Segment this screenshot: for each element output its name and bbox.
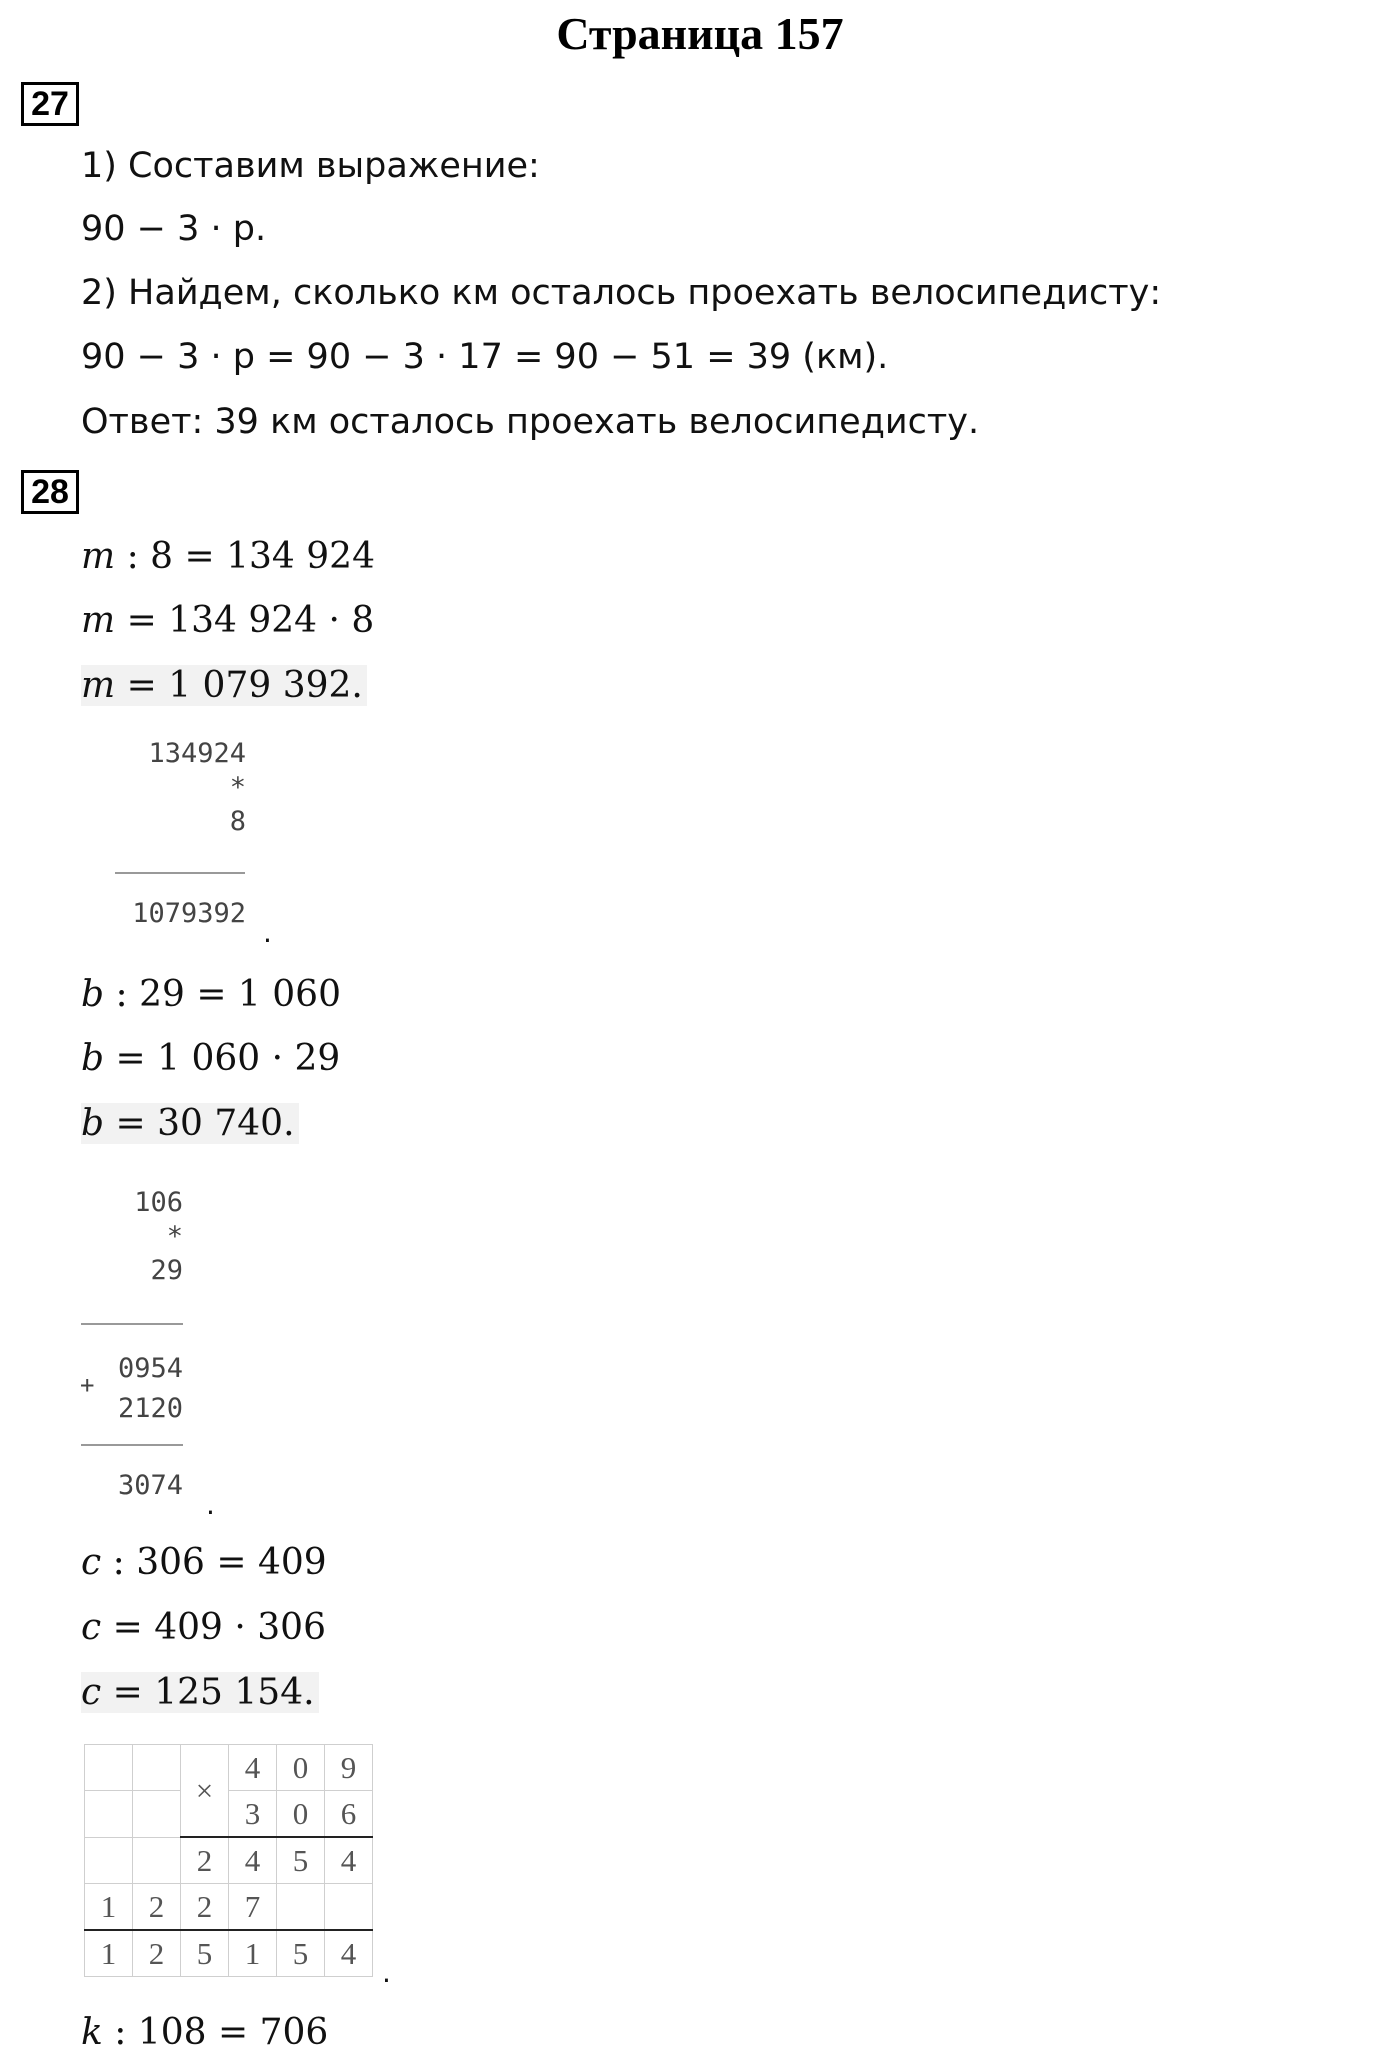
calc-b-rule-1 <box>81 1323 183 1325</box>
equation-b-1: b : 29 = 1 060 <box>81 974 341 1015</box>
calc-b-op: * <box>166 1221 183 1252</box>
grid-row <box>85 1930 373 1977</box>
grid-cell: 1 <box>85 1930 133 1977</box>
grid-cell <box>85 1837 133 1884</box>
task27-step2: 2) Найдем, сколько км осталось проехать велосипедисту: <box>81 273 1162 313</box>
grid-row <box>85 1791 373 1838</box>
calc-b-top: 106 <box>134 1187 183 1218</box>
calc-m-multiplier: 8 <box>229 806 246 837</box>
grid-cell <box>85 1745 133 1791</box>
grid-cell: 2 <box>181 1837 229 1884</box>
grid-cell: 0 <box>277 1791 325 1838</box>
calc-b-partial-1: 0954 <box>117 1353 183 1384</box>
column-multiplication-b <box>100 1186 183 1288</box>
grid-c-dot: . <box>382 1956 391 1989</box>
task27-expression: 90 − 3 · p. <box>81 209 267 249</box>
calc-m-top: 134924 <box>148 738 246 769</box>
grid-row <box>85 1745 373 1791</box>
grid-cell <box>133 1837 181 1884</box>
column-multiplication-m <box>110 737 246 839</box>
task27-step1: 1) Составим выражение: <box>81 146 540 186</box>
grid-row <box>85 1884 373 1931</box>
grid-cell: 7 <box>229 1884 277 1931</box>
grid-row <box>85 1837 373 1884</box>
grid-cell <box>133 1745 181 1791</box>
equation-b-3: b = 30 740. <box>81 1099 299 1149</box>
multiplication-grid-c <box>84 1744 373 1977</box>
grid-cell <box>133 1791 181 1838</box>
calc-b-partial-2: 2120 <box>117 1393 183 1424</box>
equation-c-1: c : 306 = 409 <box>81 1542 327 1583</box>
calc-b-partials <box>100 1349 183 1429</box>
grid-cell: 0 <box>277 1745 325 1791</box>
task-number-27: 27 <box>21 82 79 126</box>
calc-b-rule-2 <box>81 1444 183 1446</box>
grid-cell: 6 <box>325 1791 373 1838</box>
grid-cell: 4 <box>325 1837 373 1884</box>
task27-answer: Ответ: 39 км осталось проехать велосипедисту. <box>81 402 980 442</box>
calc-m-rule <box>115 872 245 874</box>
grid-cell: 9 <box>325 1745 373 1791</box>
grid-cell: 4 <box>229 1745 277 1791</box>
equation-m-3: m = 1 079 392. <box>81 661 367 711</box>
grid-cell: 4 <box>325 1930 373 1977</box>
calc-m-op: * <box>229 772 246 803</box>
grid-cell <box>325 1884 373 1931</box>
grid-cell <box>85 1791 133 1838</box>
page-title: Страница 157 <box>556 8 844 59</box>
task-number-28: 28 <box>21 470 79 514</box>
task27-calculation: 90 − 3 · p = 90 − 3 · 17 = 90 − 51 = 39 (км). <box>81 337 889 377</box>
grid-cell: 5 <box>277 1837 325 1884</box>
calc-m-dot: . <box>263 916 272 949</box>
calc-b-dot: . <box>206 1488 215 1521</box>
grid-cell: 3 <box>229 1791 277 1838</box>
equation-c-3: c = 125 154. <box>81 1668 319 1718</box>
grid-cell: 2 <box>133 1884 181 1931</box>
calc-b-result: 3074 <box>117 1470 183 1501</box>
equation-m-1: m : 8 = 134 924 <box>81 536 375 577</box>
calc-b-plus: + <box>80 1371 95 1399</box>
equation-b-2: b = 1 060 · 29 <box>81 1038 341 1079</box>
grid-cell <box>277 1884 325 1931</box>
grid-cell: 5 <box>181 1930 229 1977</box>
equation-c-2: c = 409 · 306 <box>81 1607 326 1648</box>
grid-cell: 5 <box>277 1930 325 1977</box>
calc-b-multiplier: 29 <box>150 1255 183 1286</box>
grid-cell: 1 <box>229 1930 277 1977</box>
calc-m-result: 1079392 <box>132 898 246 929</box>
grid-cell: 1 <box>85 1884 133 1931</box>
grid-cell: × <box>181 1745 229 1838</box>
equation-k-1: k : 108 = 706 <box>81 2012 329 2053</box>
grid-cell: 2 <box>133 1930 181 1977</box>
grid-cell: 2 <box>181 1884 229 1931</box>
grid-cell: 4 <box>229 1837 277 1884</box>
equation-m-2: m = 134 924 · 8 <box>81 600 375 641</box>
